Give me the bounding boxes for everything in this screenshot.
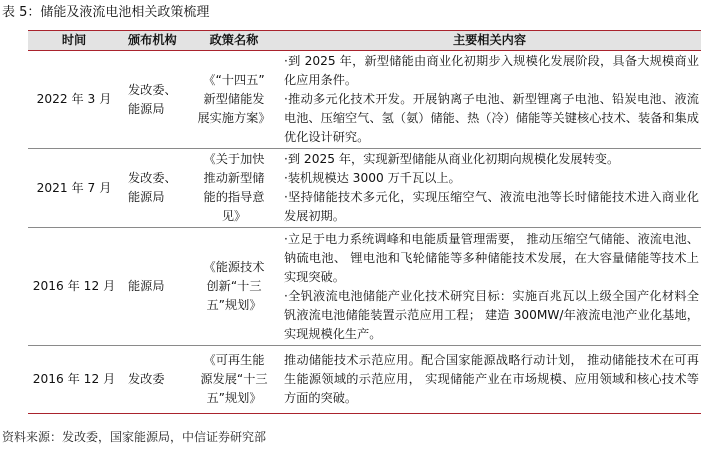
cell-time: 2016 年 12 月 — [28, 346, 120, 414]
cell-time: 2016 年 12 月 — [28, 228, 120, 346]
policy-line: 能的指导意 — [203, 190, 265, 204]
header-time: 时间 — [28, 31, 120, 51]
header-row — [28, 31, 701, 51]
content-item: ·立足于电力系统调峰和电能质量管理需要， 推动压缩空气储能、液流电池、 钠硫电池、 锂电池和飞轮储能等多种储能技术发展，在大容量储能等技术上实现突破。 — [284, 231, 699, 284]
policy-line: 五”规划》 — [206, 298, 262, 312]
cell-org — [120, 149, 190, 228]
cell-content — [278, 149, 701, 228]
cell-policy — [190, 228, 278, 346]
policy-line: 《可再生能 — [203, 353, 265, 367]
policy-line: 推动新型储 — [203, 171, 265, 185]
cell-time: 2022 年 3 月 — [28, 51, 120, 149]
cell-content — [278, 346, 701, 414]
cell-time: 2021 年 7 月 — [28, 149, 120, 228]
table-row — [28, 228, 701, 346]
policy-line: 创新“十三 — [206, 279, 262, 293]
table-row — [28, 149, 701, 228]
org-line: 能源局 — [128, 101, 165, 116]
policy-line: 新型储能发 — [203, 92, 265, 106]
content-item: ·到 2025 年，实现新型储能从商业化初期向规模化发展转变。 — [284, 152, 620, 166]
table-row — [28, 346, 701, 414]
org-line: 发改委 — [128, 372, 165, 386]
org-line: 能源局 — [128, 279, 165, 293]
policy-line: 《关于加快 — [203, 152, 265, 166]
org-line: 发改委、 — [128, 171, 177, 185]
cell-org — [120, 228, 190, 346]
policy-line: 《能源技术 — [203, 260, 265, 274]
content-item: ·推动多元化技术开发。开展钠离子电池、新型锂离子电池、铅炭电池、液流电池、压缩空气、氢（氨）储能、热（冷）储能等关键核心技术、装备和集成优化设计研究。 — [284, 92, 699, 144]
cell-policy — [190, 51, 278, 149]
cell-org — [120, 51, 190, 149]
policy-line: 展实施方案》 — [197, 111, 271, 125]
source-note: 资料来源：发改委，国家能源局，中信证券研究部 — [2, 430, 267, 444]
header-policy: 政策名称 — [190, 31, 278, 51]
cell-content — [278, 228, 701, 346]
cell-policy — [190, 346, 278, 414]
content-item: ·到 2025 年，新型储能由商业化初期步入规模化发展阶段，具备大规模商业化应用条件。 — [284, 54, 699, 87]
org-line: 发改委、 — [128, 82, 177, 97]
table-title: 表 5：储能及液流电池相关政策梳理 — [2, 5, 210, 20]
policy-line: 源发展“十三 — [200, 372, 268, 386]
policy-line: 《“十四五” — [203, 73, 265, 87]
policy-line: 见》 — [221, 209, 247, 223]
policy-table — [28, 30, 701, 414]
content-item: 推动储能技术示范应用。配合国家能源战略行动计划， 推动储能技术在可再生能源领域的示范应用， 实现储能产业在市场规模、应用领域和核心技术等方面的突破。 — [284, 353, 699, 405]
content-item: ·全钒液流电池储能产业化技术研究目标：实施百兆瓦以上级全国产化材料全钒液流电池储能装置示范应用工程； 建造 300MW/年液流电池产业化基地， 实现规模化生产。 — [284, 288, 699, 341]
content-item: ·坚持储能技术多元化，实现压缩空气、液流电池等长时储能技术进入商业化发展初期。 — [284, 190, 699, 223]
table-row — [28, 51, 701, 149]
header-content: 主要相关内容 — [278, 31, 701, 51]
policy-line: 五”规划》 — [206, 391, 262, 405]
header-org: 颁布机构 — [120, 31, 190, 51]
cell-policy — [190, 149, 278, 228]
content-item: ·装机规模达 3000 万千瓦以上。 — [284, 171, 461, 185]
cell-content — [278, 51, 701, 149]
cell-org — [120, 346, 190, 414]
org-line: 能源局 — [128, 190, 165, 204]
